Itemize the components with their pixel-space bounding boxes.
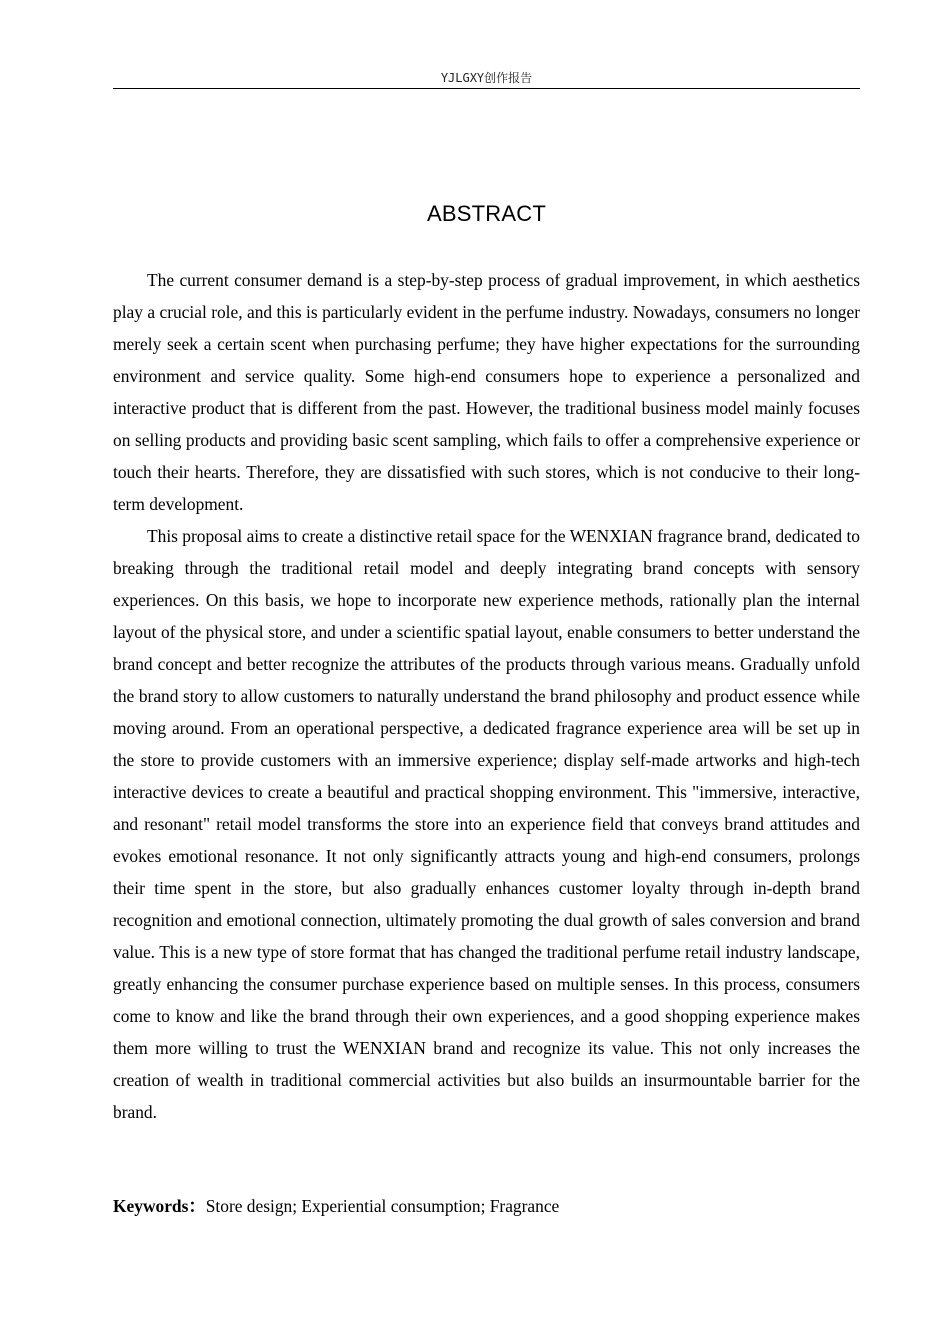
abstract-paragraph-2: This proposal aims to create a distinctive retail space for the WENXIAN fragrance brand, dedicated to breaking through the traditional retail model and deeply integrating brand concepts with sensory experiences. On this basis, we hope to incorporate new experience methods, rationally plan the internal layout of the physical store, and under a scientific spatial layout, enable consumers to better understand the brand concept and better recognize the attributes of the products through various means. Gradually unfold the brand story to allow customers to naturally understand the brand philosophy and product essence while moving around. From an operational perspective, a dedicated fragrance experience area will be set up in the store to provide customers with an immersive experience; display self-made artworks and high-tech interactive devices to create a beautiful and practical shopping environment. This "immersive, interactive, and resonant" retail model transforms the store into an experience field that conveys brand attitudes and evokes emotional resonance. It not only significantly attracts young and high-end consumers, prolongs their time spent in the store, but also gradually enhances customer loyalty through in-depth brand recognition and emotional connection, ultimately promoting the dual growth of sales conversion and brand value. This is a new type of store format that has changed the traditional perfume retail industry landscape, greatly enhancing the consumer purchase experience based on multiple senses. In this process, consumers come to know and like the brand through their own experiences, and a good shopping experience makes them more willing to trust the WENXIAN brand and recognize its value. This not only increases the creation of wealth in traditional commercial activities but also builds an insurmountable barrier for the brand. — [113, 526, 860, 1122]
header-text: YJLGXY创作报告 — [440, 71, 533, 85]
keywords-line — [113, 1190, 860, 1222]
keywords-label: Keywords： — [113, 1196, 206, 1216]
page-header — [113, 70, 860, 89]
abstract-body — [113, 264, 860, 1128]
abstract-paragraph-1: The current consumer demand is a step-by-step process of gradual improvement, in which aesthetics play a crucial role, and this is particularly evident in the perfume industry. Nowadays, consumers no longer merely seek a certain scent when purchasing perfume; they have higher expectations for the surrounding environment and service quality. Some high-end consumers hope to experience a personalized and interactive product that is different from the past. However, the traditional business model mainly focuses on selling products and providing basic scent sampling, which fails to offer a comprehensive experience or touch their hearts. Therefore, they are dissatisfied with such stores, which is not conducive to their long-term development. — [113, 270, 860, 514]
keywords-value: Store design; Experiential consumption; Fragrance — [205, 1196, 560, 1216]
abstract-title: ABSTRACT — [427, 201, 546, 226]
